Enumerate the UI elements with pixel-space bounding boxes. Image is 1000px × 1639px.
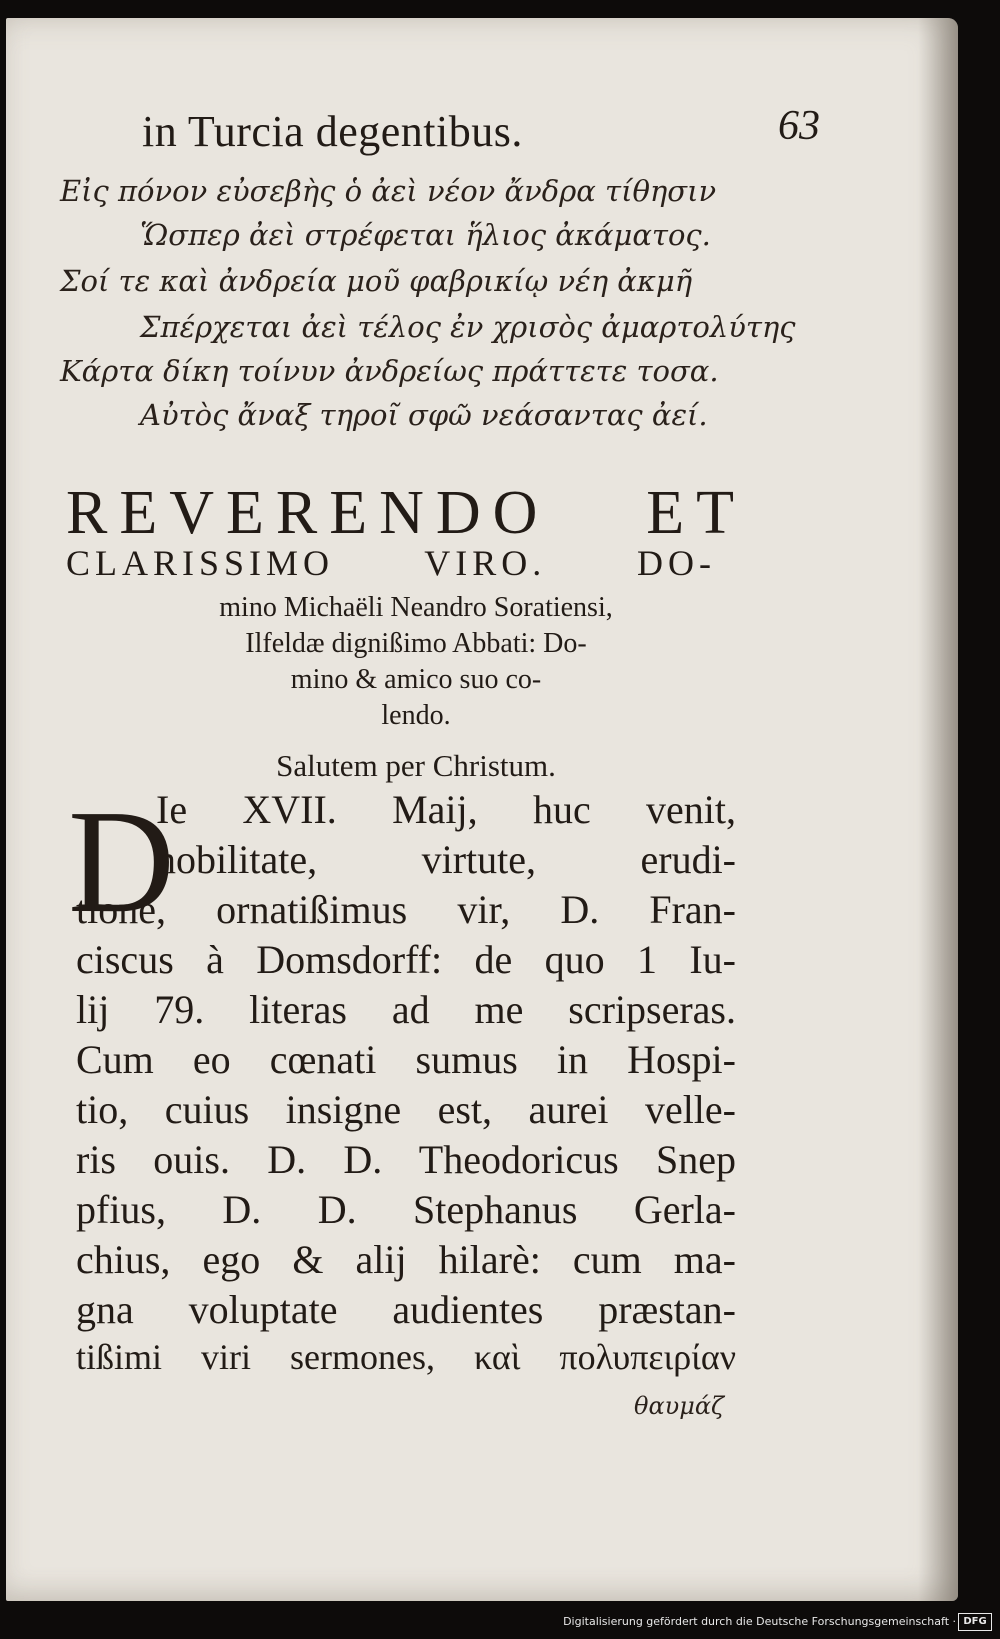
body-text-line: chius, ego & alij hilarè: cum ma- [76,1237,736,1282]
running-head: in Turcia degentibus. [142,107,523,156]
catchword: θαυμάζ [634,1392,725,1420]
body-text-line: Cum eo cœnati sumus in Hospi- [76,1037,736,1082]
salutation: Salutem per Christum. [276,748,556,783]
body-text-line: gna voluptate audientes præstan- [76,1287,736,1332]
dedication-subheading: CLARISSIMO VIRO. DO- [66,543,716,583]
body-text-line: tio, cuius insigne est, aurei velle- [76,1087,736,1132]
footer-bar [0,1601,1000,1639]
dedication-heading: REVERENDO ET [66,479,746,547]
greek-verse-line: Ὥσπερ ἀεὶ στρέφεται ἥλιος ἀκάματος. [140,218,711,252]
dedication-line: Ilfeldæ dignißimo Abbati: Do- [245,628,587,659]
body-text-line: ciscus à Domsdorff: de quo 1 Iu- [76,937,736,982]
greek-verse-line: Κάρτα δίκη τοίνυν ἀνδρείως πράττετε τοσα. [60,354,719,388]
dedication-line: mino & amico suo co- [290,664,542,695]
greek-verse-line: Εἰς πόνον εὐσεβὴς ὁ ἀεὶ νέον ἄνδρα τίθησιν [60,174,717,208]
dfg-logo: DFG [958,1613,992,1631]
body-text-line: tißimi viri sermones, καὶ πολυπειρίαν [76,1337,736,1377]
book-page [6,18,958,1601]
body-text-line: tione, ornatißimus vir, D. Fran- [76,887,736,932]
page-number: 63 [778,103,820,149]
body-text-line: nobilitate, virtute, erudi- [156,837,736,882]
funding-credit: Digitalisierung gefördert durch die Deutsche Forschungsgemeinschaft · [563,1615,956,1628]
greek-verse-line: Σοί τε καὶ ἀνδρεία μοῦ φαβρικίῳ νέη ἀκμῆ [60,264,693,298]
page-edge-shadow [918,18,958,1601]
drop-cap: D [68,780,175,944]
body-text-line: pfius, D. D. Stephanus Gerla- [76,1187,736,1232]
body-text-line: lij 79. literas ad me scripseras. [76,987,736,1032]
body-text-line: Ie XVII. Maij, huc venit, [156,787,736,832]
dedication-line: mino Michaëli Neandro Soratiensi, [219,592,613,623]
greek-verse-line: Αὐτὸς ἄναξ τηροῖ σφῶ νεάσαντας ἀεί. [140,398,708,432]
greek-verse-line: Σπέρχεται ἀεὶ τέλος ἐν χρισὸς ἀμαρτολύτης [140,310,796,344]
dedication-line: lendo. [381,700,451,731]
body-text-line: ris ouis. D. D. Theodoricus Snep [76,1137,736,1182]
